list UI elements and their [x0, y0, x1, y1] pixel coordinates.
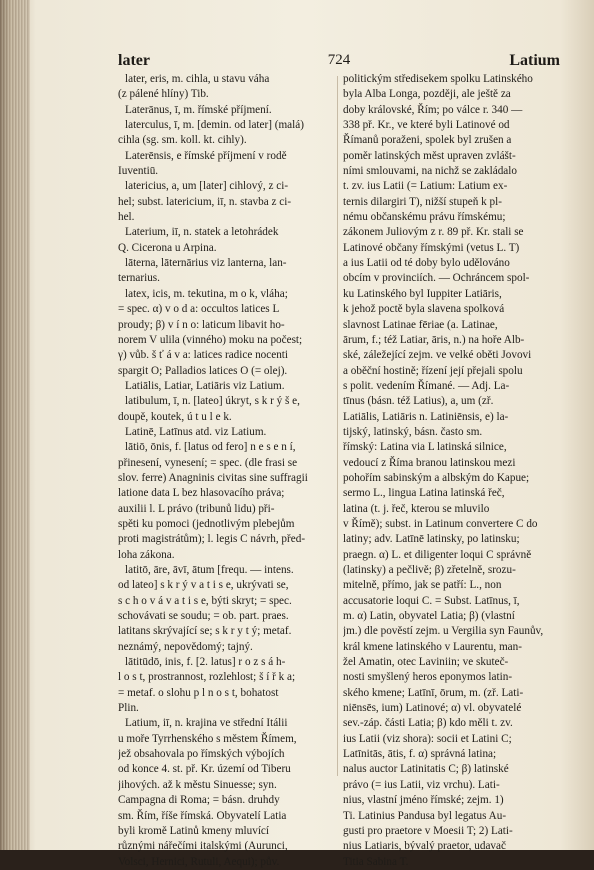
text-line: later, eris, m. cihla, u stavu váha	[125, 73, 270, 85]
column-divider	[337, 76, 338, 776]
text-line: k jehož poctě byla slavena spolková	[343, 303, 505, 316]
text-line: ārum, f.; též Latiar, āris, n.) na hoře Alb-	[343, 333, 525, 346]
text-line: Laterēnsis, e římské příjmení v rodě	[125, 149, 287, 162]
text-line: latina (t. j. řeč, kterou se mluvilo	[343, 502, 490, 515]
text-line: slov. ferre) Anagninis civitas sine suffragii	[118, 471, 308, 484]
text-line: lāterna, lāternārius viz lanterna, lan-	[125, 257, 287, 270]
text-line: schovávati se soudu; = ob. part. praes.	[118, 610, 289, 623]
text-line: = metaf. o slohu p l n o s t, bohatost	[118, 686, 279, 699]
text-line: přinesení, vynesení; = spec. (dle frasi se	[118, 456, 298, 469]
text-line: latericius, a, um [later] cihlový, z ci-	[125, 180, 289, 193]
text-line: Římanů poraženi, spolek byl zrušen a	[343, 134, 512, 147]
text-line: latitans skrývající se; s k r y t ý; metaf.	[118, 625, 292, 638]
text-line: sermo L., lingua Latina latinská řeč,	[343, 487, 505, 500]
text-line: nosti smyšlený heros eponymos latin-	[343, 671, 513, 684]
text-line: auxilii l. L právo (tribunů lidu) při-	[118, 502, 275, 515]
text-line: ternarius.	[118, 272, 160, 285]
text-line: slavnost Latinae fēriae (a. Latinae,	[343, 318, 498, 331]
text-line: různými nářečími italskými (Aurunci,	[118, 840, 288, 853]
text-line: latione data L bez hlasovacího práva;	[118, 487, 285, 500]
text-line: jihových. až k městu Sinuesse; syn.	[118, 778, 277, 791]
text-line: niēnsēs, ium) Latinové; α) vl. obyvatelé	[343, 702, 522, 715]
text-line: spargit O; Palladios latices O (= olej).	[118, 364, 288, 377]
text-line: v Římě); subst. in Latinum convertere C do	[343, 517, 538, 530]
text-line: ské, záležející zejm. ve velké oběti Jovovi	[343, 349, 532, 362]
text-line: Plin.	[118, 702, 139, 715]
left-column	[118, 72, 332, 870]
text-line: Latinové občany římskými (vetus L. T)	[343, 241, 520, 254]
page-stack-edge	[0, 0, 30, 850]
right-guide-word: Latium	[509, 52, 560, 69]
text-line: doupě, koutek, ú t u l e k.	[118, 410, 232, 423]
text-line: accusatorie loqui C. = Subst. Latīnus, ī,	[343, 594, 520, 607]
text-line: byli kromě Latinů kmeny mluvící	[118, 824, 270, 837]
text-line: Laterium, iī, n. statek a letohrádek	[125, 226, 279, 239]
text-line: jm.) dle pověstí zejm. u Vergilia syn Faunův,	[343, 625, 544, 638]
text-line: laterculus, ī, m. [demin. od later] (malá)	[125, 119, 304, 132]
text-line: gusti pro praetore v Moesii T; 2) Lati-	[343, 824, 513, 837]
text-line: latitō, āre, āvī, ātum [frequ. — intens.	[125, 564, 294, 576]
text-line: l o s t, prostrannost, rozlehlost; š í ř k a;	[118, 671, 296, 684]
text-line: Titia Sabina T.	[343, 855, 409, 868]
text-line: latibulum, ī, n. [lateo] úkryt, s k r ý š e,	[125, 395, 300, 408]
text-line: ternis dilargiri T), nižší stupeň k pl-	[343, 195, 502, 208]
text-line: politickým středisekem spolku Latinského	[343, 73, 533, 85]
text-line: Campagna di Roma; = básn. druhdy	[118, 794, 280, 807]
text-line: Latiālis, Latiar, Latiāris viz Latium.	[125, 379, 285, 392]
text-line: neznámý, nepovědomý; tajný.	[118, 640, 253, 653]
page-number: 724	[327, 52, 351, 68]
right-column	[343, 72, 557, 870]
text-line: (latinsky) a pečlivě; β) zřetelně, srozu-	[343, 564, 516, 576]
text-line: proudy; β) v í n o: laticum libavit ho-	[118, 318, 285, 331]
text-line: Laterānus, ī, m. římské příjmení.	[125, 103, 272, 116]
text-line: tīnus (básn. též Latius), a, um (zř.	[343, 395, 494, 408]
text-line: zákonem Juliovým z r. 89 př. Kr. stali se	[343, 226, 524, 239]
text-line: Q. Cicerona u Arpina.	[118, 241, 217, 254]
text-line: Latinē, Latīnus atd. viz Latium.	[125, 425, 267, 438]
text-line: římský: Latina via L latinská silnice,	[343, 441, 507, 454]
text-line: norem V ulila (vinného) moku na počest;	[118, 333, 303, 346]
text-line: loha zákona.	[118, 548, 175, 561]
text-line: nius Latiaris, bývalý praetor, udavač	[343, 840, 506, 853]
left-guide-word: later	[118, 52, 150, 69]
text-line: žel Amatin, otec Laviniin; ve skuteč-	[343, 656, 509, 669]
text-line: γ) vůb. š ť á v a: latices radice nocenti	[118, 349, 289, 362]
text-line: pohořím sabinským a albským do Kapue;	[343, 471, 530, 484]
text-line: poměr latinských měst upraven zvlášt-	[343, 149, 516, 162]
text-line: tijský, latinský, básn. často sm.	[343, 425, 483, 438]
text-line: u moře Tyrrhenského s městem Římem,	[118, 732, 297, 745]
text-line: od konce 4. st. př. Kr. území od Tiberu	[118, 763, 291, 776]
text-line: doby královské, Řím; po válce r. 340 —	[343, 103, 523, 116]
text-line: m. α) Latin, obyvatel Latia; β) (vlastní	[343, 610, 515, 623]
text-line: s polit. vedením Římané. — Adj. La-	[343, 379, 510, 392]
text-line: latiny; adv. Latīnē latinsky, po latinsku;	[343, 533, 520, 546]
text-line: cihla (sg. sm. koll. kt. cihly).	[118, 134, 247, 147]
text-line: král kmene latinského v Laurentu, man-	[343, 640, 522, 653]
text-line: ními smlouvami, na nichž se zakládalo	[343, 165, 517, 178]
text-line: ius Latii (viz shora): socii et Latini C;	[343, 732, 512, 745]
text-line: vedoucí z Říma branou latinskou mezi	[343, 456, 516, 469]
text-line: latex, icis, m. tekutina, m o k, vláha;	[125, 287, 288, 300]
text-line: = spec. α) v o d a: occultos latices L	[118, 303, 280, 316]
text-line: sm. Řím, říše římská. Obyvatelí Latia	[118, 809, 287, 822]
text-line: a oběční hostině; řízení její přejali spolu	[343, 364, 523, 377]
text-line: Iuventiū.	[118, 165, 159, 178]
text-line: spěti ku pomoci (jednotlivým plebejům	[118, 517, 295, 530]
text-line: proti magistrátům); l. legis C návrh, před-	[118, 533, 306, 546]
text-line: ského kmene; Latīnī, ōrum, m. (zř. Lati-	[343, 686, 524, 699]
text-line: t. zv. ius Latii (= Latium: Latium ex-	[343, 180, 508, 193]
text-line: Latium, iī, n. krajina ve střední Itálii	[125, 717, 288, 730]
text-line: hel.	[118, 211, 135, 224]
text-line: 338 př. Kr., ve které byli Latinové od	[343, 119, 510, 132]
text-line: Latiālis, Latiāris n. Latiniēnsis, e) la-	[343, 410, 509, 423]
text-line: nius, vlastní jméno římské; zejm. 1)	[343, 794, 504, 807]
text-line: mitelně, přímo, jak se patří: L., non	[343, 579, 502, 592]
text-line: (z pálené hlíny) Tib.	[118, 88, 209, 101]
text-line: lātiō, ōnis, f. [latus od fero] n e s e n í,	[125, 441, 296, 454]
text-line: obcím v provinciích. — Ochráncem spol-	[343, 272, 530, 285]
text-line: lātitūdō, inis, f. [2. latus] r o z s á h-	[125, 656, 286, 669]
text-line: s c h o v á v a t i s e, býti skryt; = spec.	[118, 594, 292, 607]
text-line: sev.-záp. části Latia; β) kdo měli t. zv.	[343, 717, 513, 730]
text-line: nalus auctor Latinitatis C; β) latinské	[343, 763, 509, 776]
text-line: Ti. Latinius Pandusa byl legatus Au-	[343, 809, 507, 822]
text-line: právo (= ius Latii, viz vrchu). Lati-	[343, 778, 500, 791]
text-line: hel; subst. latericium, iī, n. stavba z ci-	[118, 195, 292, 208]
text-line: Latīnitās, ātis, f. α) správná latina;	[343, 748, 497, 761]
text-line: ku Latinského byl Iuppiter Latiāris,	[343, 287, 502, 300]
text-line: Volsci, Hernici, Rutuli, Aequi); pův.	[118, 855, 280, 868]
text-line: jež obsahovala po římských výbojích	[118, 748, 285, 761]
text-line: nému občanskému právu římskému;	[343, 211, 506, 224]
text-line: byla Alba Longa, později, ale ještě za	[343, 88, 511, 101]
text-line: od lateo] s k r ý v a t i s e, ukrývati se,	[118, 579, 289, 592]
text-line: praegn. α) L. et diligenter loqui C správně	[343, 548, 532, 561]
text-line: a ius Latii od té doby bylo udělováno	[343, 257, 510, 270]
